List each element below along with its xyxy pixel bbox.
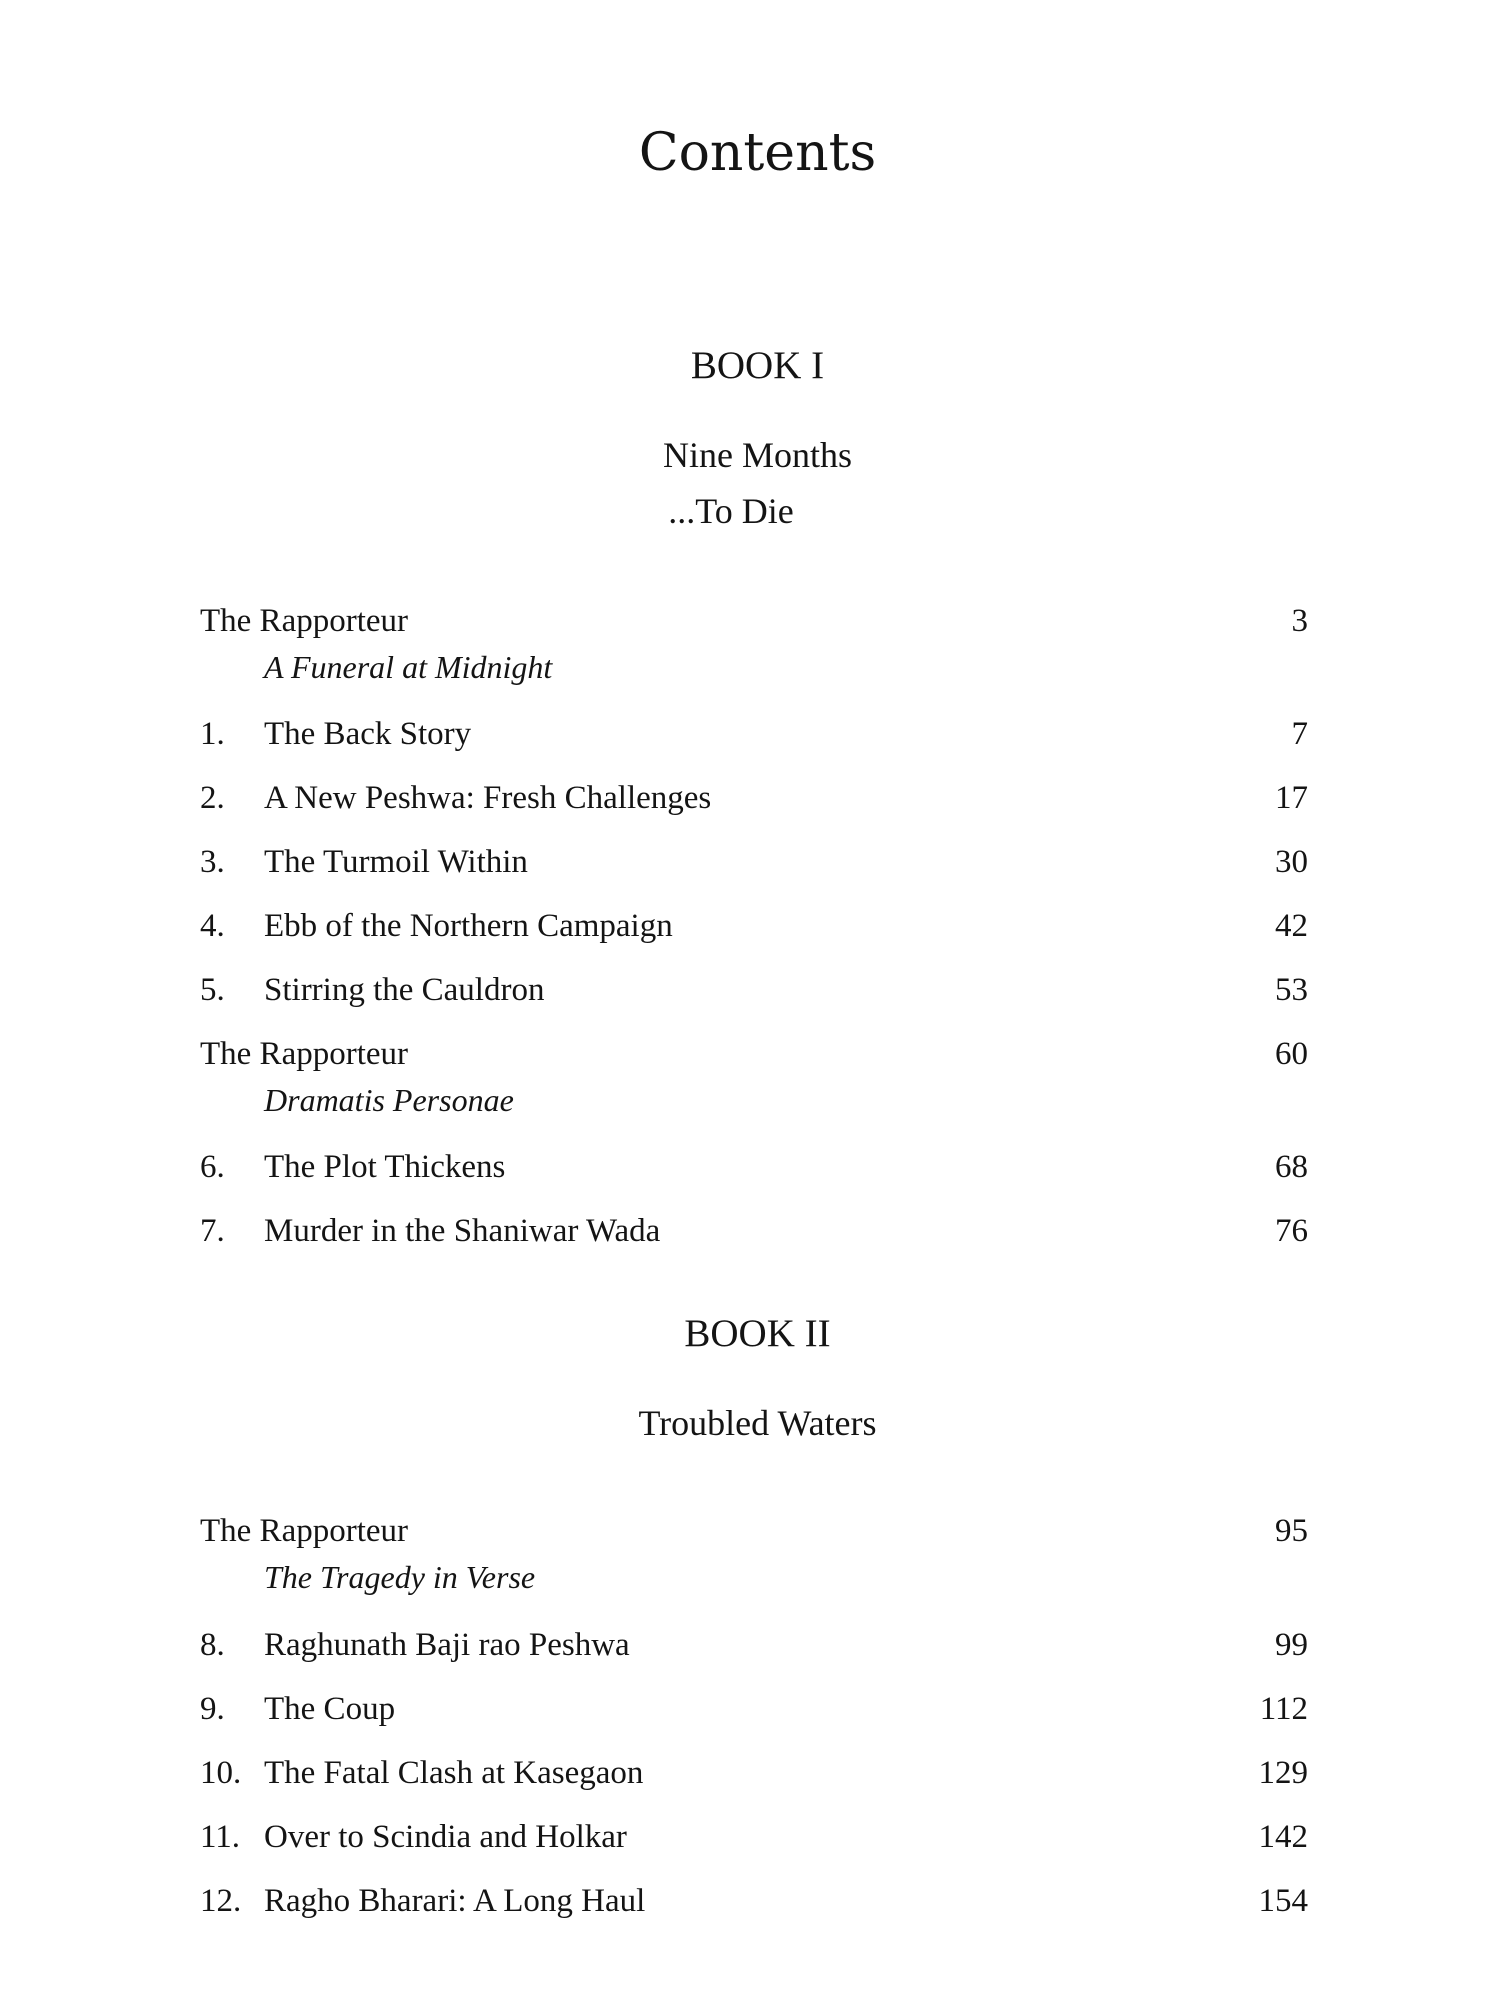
entry-number: 10. xyxy=(200,1755,242,1791)
toc-entry[interactable] xyxy=(0,773,1500,823)
entry-page-number: 7 xyxy=(1291,716,1308,752)
entry-page-number: 112 xyxy=(1259,1691,1308,1727)
entry-title: The Plot Thickens xyxy=(264,1149,506,1185)
entry-page-number: 99 xyxy=(1275,1627,1308,1663)
entry-title: Ragho Bharari: A Long Haul xyxy=(264,1883,646,1919)
book-subtitle-line: ...To Die xyxy=(668,491,794,531)
entry-title: Murder in the Shaniwar Wada xyxy=(264,1213,661,1249)
toc-entry[interactable] xyxy=(0,965,1500,1015)
entry-title: The Rapporteur xyxy=(200,1513,409,1549)
entry-title: Raghunath Baji rao Peshwa xyxy=(264,1627,630,1663)
toc-entry[interactable] xyxy=(0,1620,1500,1670)
toc-entry[interactable] xyxy=(0,1029,1500,1118)
entry-page-number: 129 xyxy=(1258,1755,1308,1791)
entry-number: 9. xyxy=(200,1691,225,1727)
toc-entry[interactable] xyxy=(0,1206,1500,1256)
page-title: Contents xyxy=(638,123,877,183)
entry-page-number: 95 xyxy=(1275,1513,1308,1549)
entry-number: 6. xyxy=(200,1149,225,1185)
entry-page-number: 68 xyxy=(1275,1149,1308,1185)
entry-title: The Turmoil Within xyxy=(264,844,528,880)
entry-page-number: 76 xyxy=(1275,1213,1308,1249)
entry-title: The Rapporteur xyxy=(200,603,409,639)
toc-entry[interactable] xyxy=(0,596,1500,685)
entry-page-number: 53 xyxy=(1275,972,1308,1008)
toc-entry[interactable] xyxy=(0,901,1500,951)
toc-entry[interactable] xyxy=(0,1684,1500,1734)
entry-number: 5. xyxy=(200,972,225,1008)
entry-number: 11. xyxy=(200,1819,241,1855)
entry-title: Over to Scindia and Holkar xyxy=(264,1819,627,1855)
entry-title: The Rapporteur xyxy=(200,1036,409,1072)
entry-title: The Fatal Clash at Kasegaon xyxy=(264,1755,644,1791)
entry-number: 7. xyxy=(200,1213,225,1249)
toc-entry[interactable] xyxy=(0,837,1500,887)
book-heading: BOOK II xyxy=(684,1312,831,1355)
entry-title: Stirring the Cauldron xyxy=(264,972,545,1008)
entry-subtitle: Dramatis Personae xyxy=(264,1082,514,1118)
entry-page-number: 42 xyxy=(1275,908,1308,944)
toc-entry[interactable] xyxy=(0,1142,1500,1192)
entry-number: 12. xyxy=(200,1883,242,1919)
toc-entry[interactable] xyxy=(0,1812,1500,1862)
entry-number: 3. xyxy=(200,844,225,880)
entry-page-number: 17 xyxy=(1275,780,1308,816)
book-heading: BOOK I xyxy=(690,344,825,387)
entry-page-number: 154 xyxy=(1258,1883,1308,1919)
entry-subtitle: A Funeral at Midnight xyxy=(264,649,553,685)
entry-number: 2. xyxy=(200,780,225,816)
entry-number: 4. xyxy=(200,908,225,944)
entry-page-number: 60 xyxy=(1275,1036,1308,1072)
toc-entry[interactable] xyxy=(0,1748,1500,1798)
entry-subtitle: The Tragedy in Verse xyxy=(264,1559,536,1595)
entry-title: The Coup xyxy=(264,1691,396,1727)
entry-title: The Back Story xyxy=(264,716,472,752)
entry-number: 8. xyxy=(200,1627,225,1663)
toc-entry[interactable] xyxy=(0,1876,1500,1926)
book-subtitle-line: Nine Months xyxy=(663,435,852,475)
toc-entry[interactable] xyxy=(0,709,1500,759)
entry-number: 1. xyxy=(200,716,225,752)
entry-page-number: 3 xyxy=(1291,603,1308,639)
toc-entry[interactable] xyxy=(0,1506,1500,1595)
book-subtitle-line: Troubled Waters xyxy=(638,1403,877,1443)
entry-page-number: 30 xyxy=(1275,844,1308,880)
entry-title: Ebb of the Northern Campaign xyxy=(264,908,673,944)
entry-title: A New Peshwa: Fresh Challenges xyxy=(264,780,712,816)
entry-page-number: 142 xyxy=(1258,1819,1308,1855)
